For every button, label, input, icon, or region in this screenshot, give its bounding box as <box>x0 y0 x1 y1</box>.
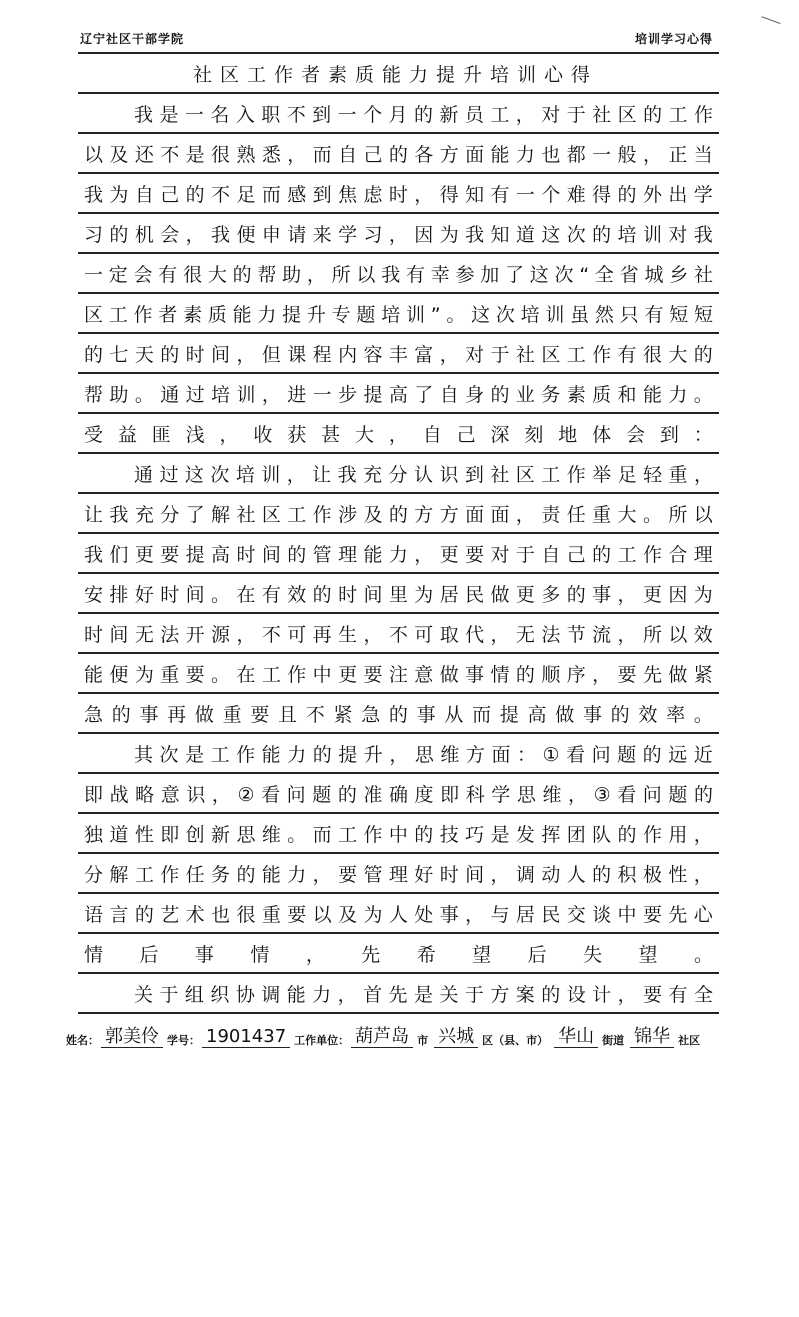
essay-line <box>78 104 719 126</box>
writing-row <box>78 94 719 134</box>
essay-line-text: 安 排 好 时 间 。 在 有 效 的 时 间 里 为 居 民 做 更 多 的 事 ， 更 因 为 <box>84 584 713 606</box>
street-label: 街道 <box>602 1034 625 1047</box>
essay-line <box>78 784 719 806</box>
essay-line-text: 急 的 事 再 做 重 要 且 不 紧 急 的 事 从 而 提 高 做 事 的 效 率 。 <box>84 704 713 726</box>
writing-row <box>78 454 719 494</box>
essay-line <box>78 224 719 246</box>
lined-writing-grid <box>78 52 719 1014</box>
community-value: 锦华 <box>630 1027 674 1048</box>
essay-line <box>78 264 719 286</box>
writing-row <box>78 894 719 934</box>
essay-line <box>78 744 719 766</box>
essay-line <box>78 984 719 1006</box>
essay-line-text: 我 为 自 己 的 不 足 而 感 到 焦 虑 时 ， 得 知 有 一 个 难 得 的 外 出 学 <box>84 184 713 206</box>
institution-header: 辽宁社区干部学院 <box>80 32 185 46</box>
essay-line <box>78 624 719 646</box>
writing-row <box>78 174 719 214</box>
student-info-footer <box>66 1020 736 1048</box>
writing-row <box>78 54 719 94</box>
essay-line-text: 分 解 工 作 任 务 的 能 力 ， 要 管 理 好 时 间 ， 调 动 人 的 积 极 性 ， <box>84 864 713 886</box>
essay-line <box>78 304 719 326</box>
writing-row <box>78 214 719 254</box>
essay-line-text: 情 后 事 情 ， 先 希 望 后 失 望 。 <box>84 944 713 966</box>
essay-line <box>78 864 719 886</box>
essay-line-text: 即 战 略 意 识 ， ② 看 问 题 的 准 确 度 即 科 学 思 维 ， ③ 看 问 题 的 <box>84 784 713 806</box>
writing-row <box>78 414 719 454</box>
essay-line <box>78 504 719 526</box>
street-value: 华山 <box>554 1027 598 1048</box>
writing-row <box>78 374 719 414</box>
writing-rows <box>78 54 719 1012</box>
essay-line-text: 独 道 性 即 创 新 思 维 。 而 工 作 中 的 技 巧 是 发 挥 团 队 的 作 用 ， <box>84 824 713 846</box>
writing-row <box>78 254 719 294</box>
essay-line <box>78 424 719 446</box>
writing-row <box>78 774 719 814</box>
essay-line-text: 语 言 的 艺 术 也 很 重 要 以 及 为 人 处 事 ， 与 居 民 交 谈 中 要 先 心 <box>84 904 713 926</box>
essay-line <box>78 384 719 406</box>
essay-line-text: 区 工 作 者 素 质 能 力 提 升 专 题 培 训 ” 。 这 次 培 训 虽 然 只 有 短 短 <box>84 304 713 326</box>
writing-row <box>78 734 719 774</box>
essay-line <box>78 144 719 166</box>
writing-row <box>78 854 719 894</box>
work-unit-label: 工作单位： <box>294 1034 350 1047</box>
essay-line-text: 我 们 更 要 提 高 时 间 的 管 理 能 力 ， 更 要 对 于 自 己 的 工 作 合 理 <box>84 544 713 566</box>
essay-line-text: 习 的 机 会 ， 我 便 申 请 来 学 习 ， 因 为 我 知 道 这 次 的 培 训 对 我 <box>84 224 713 246</box>
essay-line <box>78 904 719 926</box>
writing-row <box>78 654 719 694</box>
writing-row <box>78 814 719 854</box>
essay-line-text: 让 我 充 分 了 解 社 区 工 作 涉 及 的 方 方 面 面 ， 责 任 重 大 。 所 以 <box>84 504 713 526</box>
essay-line-text: 受 益 匪 浅 ， 收 获 甚 大 ， 自 己 深 刻 地 体 会 到 ： <box>84 424 713 446</box>
writing-row <box>78 534 719 574</box>
essay-line <box>78 824 719 846</box>
district-label: 区（县、市） <box>482 1034 549 1047</box>
essay-line <box>78 944 719 966</box>
writing-row <box>78 934 719 974</box>
essay-line-text: 通 过 这 次 培 训 ， 让 我 充 分 认 识 到 社 区 工 作 举 足 轻 重 ， <box>134 464 713 486</box>
essay-line <box>78 704 719 726</box>
writing-row <box>78 294 719 334</box>
essay-line <box>78 344 719 366</box>
name-value: 郭美伶 <box>101 1027 163 1048</box>
essay-line-text: 的 七 天 的 时 间 ， 但 课 程 内 容 丰 富 ， 对 于 社 区 工 作 有 很 大 的 <box>84 344 713 366</box>
writing-row <box>78 574 719 614</box>
student-id-value: 1901437 <box>202 1027 290 1048</box>
document-type-header: 培训学习心得 <box>634 32 713 46</box>
essay-line <box>78 544 719 566</box>
essay-line-text: 一 定 会 有 很 大 的 帮 助 ， 所 以 我 有 幸 参 加 了 这 次 “ 全 省 城 乡 社 <box>84 264 713 286</box>
name-label: 姓名： <box>66 1034 99 1047</box>
writing-row <box>78 614 719 654</box>
writing-row <box>78 334 719 374</box>
corner-pen-mark <box>761 5 784 24</box>
essay-line-text: 其 次 是 工 作 能 力 的 提 升 ， 思 维 方 面 ： ① 看 问 题 的 远 近 <box>134 744 713 766</box>
essay-title: 社区工作者素质能力提升培训心得 <box>192 64 598 86</box>
writing-row <box>78 694 719 734</box>
essay-line <box>78 584 719 606</box>
essay-line-text: 以 及 还 不 是 很 熟 悉 ， 而 自 己 的 各 方 面 能 力 也 都 一 般 ， 正 当 <box>84 144 713 166</box>
district-value: 兴城 <box>434 1027 478 1048</box>
essay-line-text: 我 是 一 名 入 职 不 到 一 个 月 的 新 员 工 ， 对 于 社 区 的 工 作 <box>134 104 713 126</box>
essay-line <box>78 184 719 206</box>
city-label: 市 <box>417 1034 429 1047</box>
student-id-label: 学号： <box>167 1034 200 1047</box>
city-value: 葫芦岛 <box>351 1027 413 1048</box>
essay-line <box>78 464 719 486</box>
essay-line-text: 关 于 组 织 协 调 能 力 ， 首 先 是 关 于 方 案 的 设 计 ， 要 有 全 <box>134 984 713 1006</box>
community-label: 社区 <box>678 1034 701 1047</box>
essay-line-text: 时 间 无 法 开 源 ， 不 可 再 生 ， 不 可 取 代 ， 无 法 节 流 ， 所 以 效 <box>84 624 713 646</box>
writing-row <box>78 134 719 174</box>
essay-line-text: 能 便 为 重 要 。 在 工 作 中 更 要 注 意 做 事 情 的 顺 序 ， 要 先 做 紧 <box>84 664 713 686</box>
essay-line <box>78 664 719 686</box>
essay-line-text: 帮 助 。 通 过 培 训 ， 进 一 步 提 高 了 自 身 的 业 务 素 质 和 能 力 。 <box>84 384 713 406</box>
writing-row <box>78 974 719 1012</box>
writing-row <box>78 494 719 534</box>
